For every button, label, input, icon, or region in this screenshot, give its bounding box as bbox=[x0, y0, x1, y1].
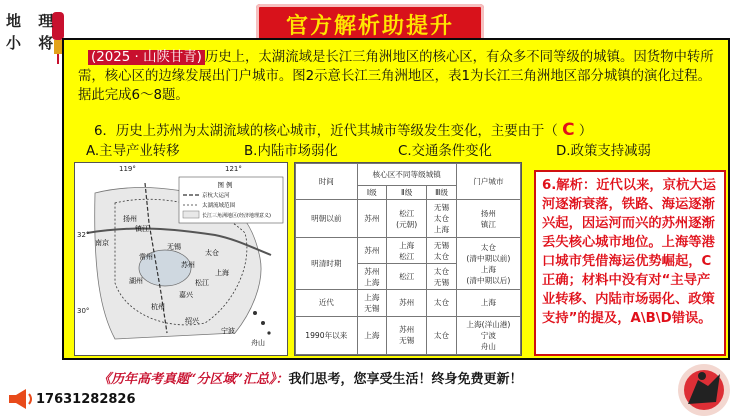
map-city-yangzhou: 扬州 bbox=[123, 215, 137, 223]
cell-l1: 苏州 bbox=[357, 200, 386, 238]
cell-l1: 上海 bbox=[357, 316, 386, 355]
map-city-nanjing: 南京 bbox=[95, 239, 109, 247]
map-city-wuxi: 无锡 bbox=[167, 243, 181, 251]
page-title: 官方解析助提升 bbox=[285, 13, 454, 39]
th-level3: Ⅲ级 bbox=[427, 186, 456, 200]
map-city-hangzhou: 杭州 bbox=[151, 303, 165, 311]
th-level1: Ⅰ级 bbox=[357, 186, 386, 200]
th-gate: 门户城市 bbox=[456, 164, 520, 200]
map-legend-delta: 长江三角洲地区(经济地理意义) bbox=[202, 213, 271, 219]
map-legend-canal: 京杭大运河 bbox=[202, 193, 230, 199]
q6-answer: C bbox=[562, 120, 575, 140]
table-row bbox=[296, 316, 521, 355]
question-panel bbox=[62, 38, 730, 360]
cell-l3: 太仓 无锡 bbox=[427, 264, 456, 290]
cell-time: 1990年以来 bbox=[296, 316, 358, 355]
q6-close: ） bbox=[578, 124, 593, 139]
option-b: B.内陆市场弱化 bbox=[244, 144, 338, 159]
options-row bbox=[86, 140, 706, 159]
option-d: D.政策支持减弱 bbox=[556, 144, 651, 159]
option-a: A.主导产业转移 bbox=[86, 144, 180, 159]
city-evolution-table bbox=[294, 162, 522, 356]
table-row bbox=[296, 290, 521, 316]
th-time: 时间 bbox=[296, 164, 358, 200]
map-city-jiaxing: 嘉兴 bbox=[179, 291, 193, 299]
cell-l2: 苏州 bbox=[387, 290, 427, 316]
map-city-ningbo: 宁波 bbox=[221, 327, 235, 335]
yangtze-delta-map bbox=[74, 162, 288, 356]
cell-l3: 无锡 太仓 bbox=[427, 238, 456, 264]
footer-series: 《历年高考真题“分区域”汇总》： bbox=[98, 372, 289, 387]
map-city-zhoushan: 舟山 bbox=[251, 339, 265, 347]
map-city-taicang: 太仓 bbox=[205, 249, 219, 257]
map-city-zhenjiang: 镇江 bbox=[135, 225, 149, 233]
cell-l3: 无锡 太仓 上海 bbox=[427, 200, 456, 238]
cell-time: 明清时期 bbox=[296, 238, 358, 290]
table-row bbox=[296, 238, 521, 264]
map-lon1: 119° bbox=[119, 165, 136, 173]
cell-l2: 上海 松江 bbox=[387, 238, 427, 264]
cell-gate: 上海 bbox=[456, 290, 520, 316]
map-city-shanghai: 上海 bbox=[215, 269, 229, 277]
question-6 bbox=[94, 120, 592, 140]
cell-l1: 苏州 上海 bbox=[357, 264, 386, 290]
map-lat2: 30° bbox=[77, 307, 90, 315]
cell-gate: 上海(洋山港) 宁波 舟山 bbox=[456, 316, 520, 355]
phone-number: 17631282826 bbox=[36, 392, 136, 407]
map-city-changzhou: 常州 bbox=[139, 253, 153, 261]
megaphone-icon bbox=[6, 386, 34, 412]
option-c: C.交通条件变化 bbox=[398, 144, 492, 159]
map-legend-title: 图 例 bbox=[217, 181, 233, 189]
th-level2: Ⅱ级 bbox=[387, 186, 427, 200]
logo-line2: 小 将 bbox=[6, 34, 60, 52]
cell-l2: 松江 (元朝) bbox=[387, 200, 427, 238]
cell-l3: 太仓 bbox=[427, 316, 456, 355]
question-stem bbox=[78, 48, 718, 105]
cell-gate: 太仓 (清中期以前) 上海 (清中期以后) bbox=[456, 238, 520, 290]
map-city-huzhou: 湖州 bbox=[129, 277, 143, 285]
cell-l2: 苏州 无锡 bbox=[387, 316, 427, 355]
footer-line bbox=[98, 368, 522, 387]
question-source: (2025 · 山陕甘青) bbox=[88, 50, 205, 65]
q6-text: 6．历史上苏州为太湖流域的核心城市，近代其城市等级发生变化，主要由于（ bbox=[94, 124, 558, 139]
cell-time: 明朝以前 bbox=[296, 200, 358, 238]
explanation-box: 6.解析：近代以来，京杭大运河逐渐衰落，铁路、海运逐渐兴起，因运河而兴的苏州逐渐丢失核心城市地位。上海等港口城市凭借海运优势崛起，C正确；材料中没有对“主导产业转移、内陆市场弱化、政策支持”的提及，A\B\D错误。 bbox=[534, 170, 726, 356]
warrior-emblem-icon bbox=[664, 356, 736, 416]
map-city-suzhou: 苏州 bbox=[181, 261, 195, 269]
map-city-songjiang: 松江 bbox=[195, 279, 209, 287]
cell-l2: 松江 bbox=[387, 264, 427, 290]
cell-gate: 扬州 镇江 bbox=[456, 200, 520, 238]
cell-l1: 苏州 bbox=[357, 238, 386, 264]
question-text: 历史上，太湖流域是长江三角洲地区的核心区，有众多不同等级的城镇。因货物中转所需，核心区的边缘发展出门户城市。图2示意长江三角洲地区，表1为长江三角洲地区部分城镇的演化过程。据此完成6～8题。 bbox=[78, 50, 714, 103]
table-row bbox=[296, 200, 521, 238]
footer-slogan: 我们思考，您享受生活！终身免费更新！ bbox=[288, 372, 523, 387]
map-legend-taihu: 太湖流域范围 bbox=[202, 203, 236, 209]
cell-l1: 上海 无锡 bbox=[357, 290, 386, 316]
map-city-shaoxing: 绍兴 bbox=[185, 317, 199, 325]
cell-l3: 太仓 bbox=[427, 290, 456, 316]
cell-time: 近代 bbox=[296, 290, 358, 316]
th-core: 核心区不同等级城镇 bbox=[357, 164, 456, 186]
map-lat1: 32° bbox=[77, 231, 90, 239]
map-lon2: 121° bbox=[225, 165, 242, 173]
logo-line1: 地 理 bbox=[6, 12, 60, 30]
